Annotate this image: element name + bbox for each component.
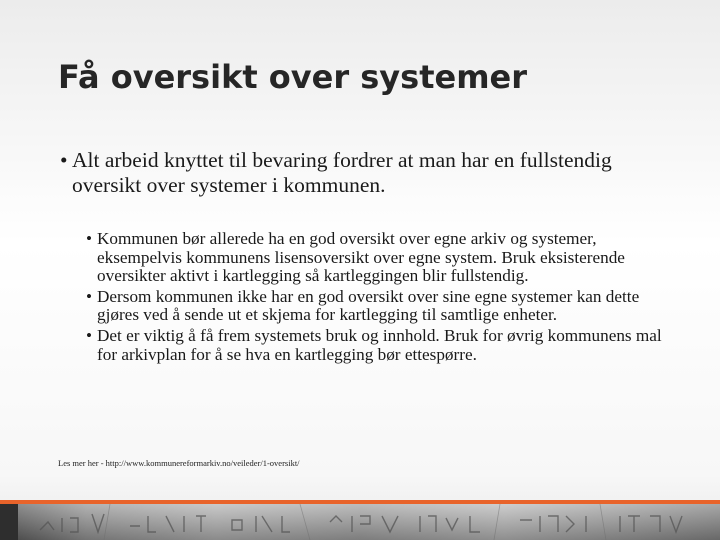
bullet-mark: • <box>86 229 93 248</box>
sub-bullet-text: Dersom kommunen ikke har en god oversikt over sine egne systemer kan dette gjøres ved å sende ut et skjema for kartlegging til samtlige enheter. <box>97 286 640 325</box>
sub-bullet-text: Det er viktig å få frem systemets bruk og innhold. Bruk for øvrig kommunens mal for arkivplan for å se hva en kartlegging bør ettespørre. <box>97 325 662 364</box>
bullet-mark: • <box>60 148 68 172</box>
photo-strip-graphic <box>0 504 720 540</box>
sub-bullet <box>86 288 676 325</box>
slide-title: Få oversikt over systemer <box>58 58 528 96</box>
main-bullet-text: Alt arbeid knyttet til bevaring fordrer at man har en fullstendig oversikt over systemer i kommunen. <box>72 148 612 197</box>
main-bullet <box>60 148 680 198</box>
footnote-link[interactable]: Les mer her - http://www.kommunereformarkiv.no/veileder/1-oversikt/ <box>58 458 300 468</box>
decorative-photo-strip <box>0 504 720 540</box>
sub-bullet <box>86 230 676 286</box>
sub-bullet <box>86 327 676 364</box>
sub-bullet-text: Kommunen bør allerede ha en god oversikt over egne arkiv og systemer, eksempelvis kommunens lisensoversikt over egne system. Bruk eksisterende oversikter aktivt i kartlegging så kartleggingen blir fullstendig. <box>97 229 625 286</box>
sub-bullet-list <box>86 230 676 366</box>
bullet-mark: • <box>86 286 93 306</box>
bullet-mark: • <box>86 325 93 345</box>
